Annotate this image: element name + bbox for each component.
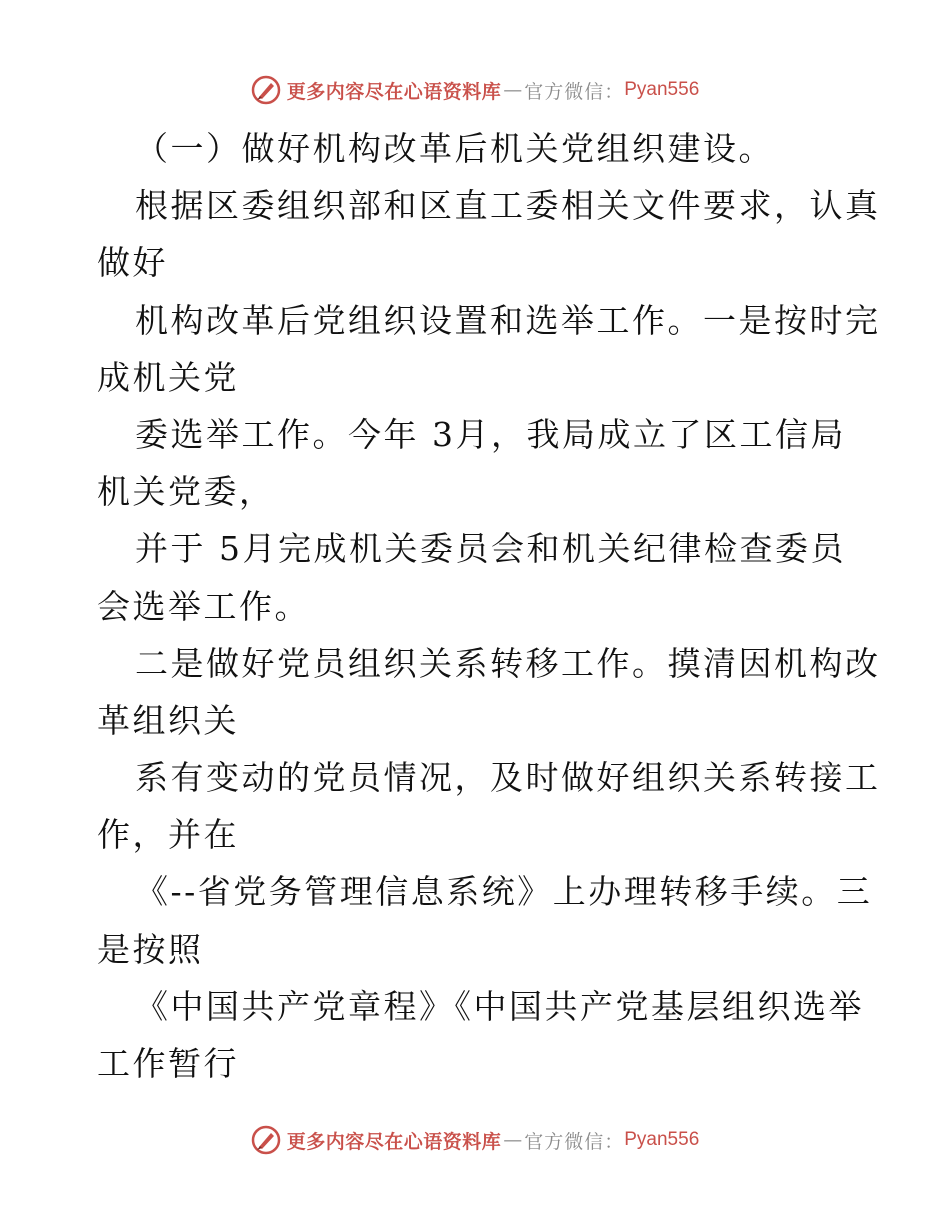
text-line: 《中国共产党章程》《中国共产党基层组织选举 [135,986,864,1026]
text-line: （一）做好机构改革后机关党组织建设。 [135,129,774,168]
text-line: 成机关党 [97,357,239,397]
document-body [97,120,881,1092]
text-line: 委选举工作。今年 3月，我局成立了区工信局 [135,414,846,454]
watermark-separator: — [503,1129,523,1151]
text-line: 系有变动的党员情况，及时做好组织关系转接工 [135,758,881,798]
text-line: 是按照 [97,929,204,969]
text-line: 工作暂行 [97,1044,239,1083]
watermark-main-text: 更多内容尽在心语资料库 [286,1130,502,1153]
text-line: 《--省党务管理信息系统》上办理转移手续。三 [135,872,873,912]
text-line: 机关党委， [97,472,275,512]
watermark-separator: — [503,79,523,101]
text-line: 革组织关 [97,700,239,740]
text-line: 会选举工作。 [97,586,310,626]
text-line: 做好 [97,243,168,283]
watermark-wechat-id: Pyan556 [624,79,700,100]
watermark-wechat-label: 官方微信： [524,80,625,103]
header-watermark [0,70,950,110]
footer-watermark [0,1120,950,1160]
text-line: 二是做好党员组织关系转移工作。摸清因机构改 [135,643,881,683]
text-line: 机构改革后党组织设置和选举工作。一是按时完 [135,300,881,340]
text-line: 作，并在 [97,815,239,855]
watermark-wechat-label: 官方微信： [524,1130,625,1153]
fountain-pen-logo-icon [251,1125,281,1155]
text-line: 根据区委组织部和区直工委相关文件要求，认真 [135,186,881,226]
fountain-pen-logo-icon [251,75,281,105]
watermark-main-text: 更多内容尽在心语资料库 [286,80,502,103]
text-line: 并于 5月完成机关委员会和机关纪律检查委员 [135,529,846,569]
watermark-wechat-id: Pyan556 [624,1129,700,1150]
